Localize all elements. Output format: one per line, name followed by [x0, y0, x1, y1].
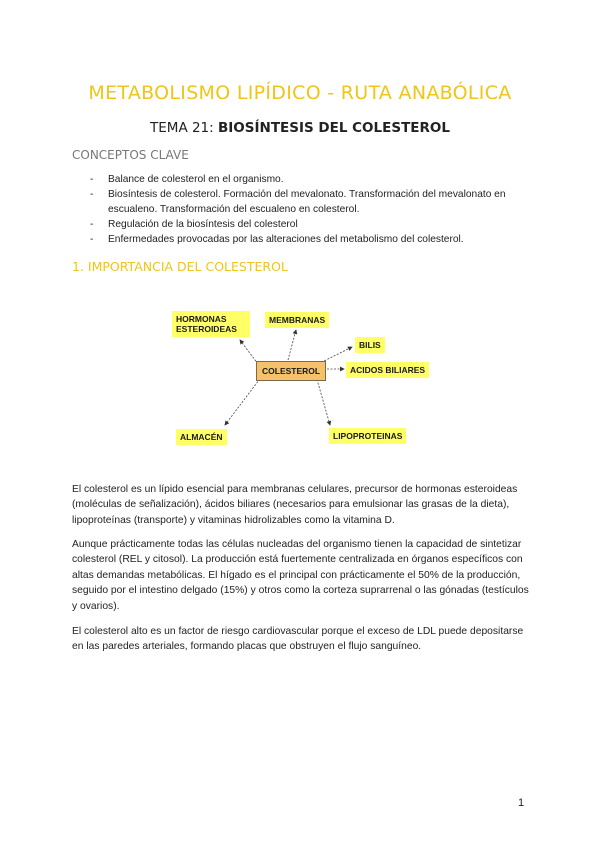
node-membranas: MEMBRANAS: [265, 312, 329, 328]
concepts-list: [90, 172, 530, 247]
arrow-to-almacen: [225, 376, 262, 425]
node-colesterol: COLESTEROL: [256, 361, 326, 381]
document-subtitle: [0, 120, 600, 136]
node-almacen: ALMACÉN: [176, 429, 227, 445]
paragraph: El colesterol es un lípido esencial para membranas celulares, precursor de hormonas esteroideas (moléculas de señalización), ácidos biliares (necesarios para emulsionar las grasas de la dieta), lipoproteínas (transporte) y vitaminas hidrolizables como la vitamina D.: [72, 484, 518, 526]
page-number: 1: [518, 797, 525, 809]
list-item: - Balance de colesterol en el organismo.: [90, 172, 530, 187]
node-lipoproteinas: LIPOPROTEINAS: [329, 428, 406, 444]
node-bilis: BILIS: [355, 337, 385, 353]
subtitle-topic: BIOSÍNTESIS DEL COLESTEROL: [217, 120, 450, 136]
subtitle-prefix: TEMA 21:: [150, 120, 218, 136]
list-item: - Regulación de la biosíntesis del colesterol: [90, 217, 530, 232]
section-heading: 1. IMPORTANCIA DEL COLESTEROL: [72, 259, 288, 274]
document-title: METABOLISMO LIPÍDICO - RUTA ANABÓLICA: [88, 82, 512, 104]
list-item: - Enfermedades provocadas por las alteraciones del metabolismo del colesterol.: [90, 232, 530, 247]
paragraph: Aunque prácticamente todas las células nucleadas del organismo tienen la capacidad de sintetizar colesterol (REL y citosol). La producción está fuertemente centralizada en órganos específicos con altas demandas metabólicas. El hígado es el principal con prácticamente el 50% de la producción, seguido por el intestino delgado (15%) y otros como la corteza suprarrenal o las gónadas (testículos y ovarios).: [72, 539, 529, 612]
paragraph: El colesterol alto es un factor de riesgo cardiovascular porque el exceso de LDL puede depositarse en las paredes arteriales, formando placas que obstruyen el flujo sanguíneo.: [72, 626, 524, 653]
list-item: - Biosíntesis de colesterol. Formación del mevalonato. Transformación del mevalonato en escualeno. Transformación del escualeno en colesterol.: [90, 187, 530, 217]
concepts-heading: CONCEPTOS CLAVE: [72, 148, 189, 162]
arrow-to-lipoproteinas: [316, 376, 330, 425]
node-acidos-biliares: ACIDOS BILIARES: [346, 362, 429, 378]
arrow-to-membranas: [288, 330, 296, 360]
node-hormonas: HORMONAS ESTEROIDEAS: [172, 311, 250, 337]
